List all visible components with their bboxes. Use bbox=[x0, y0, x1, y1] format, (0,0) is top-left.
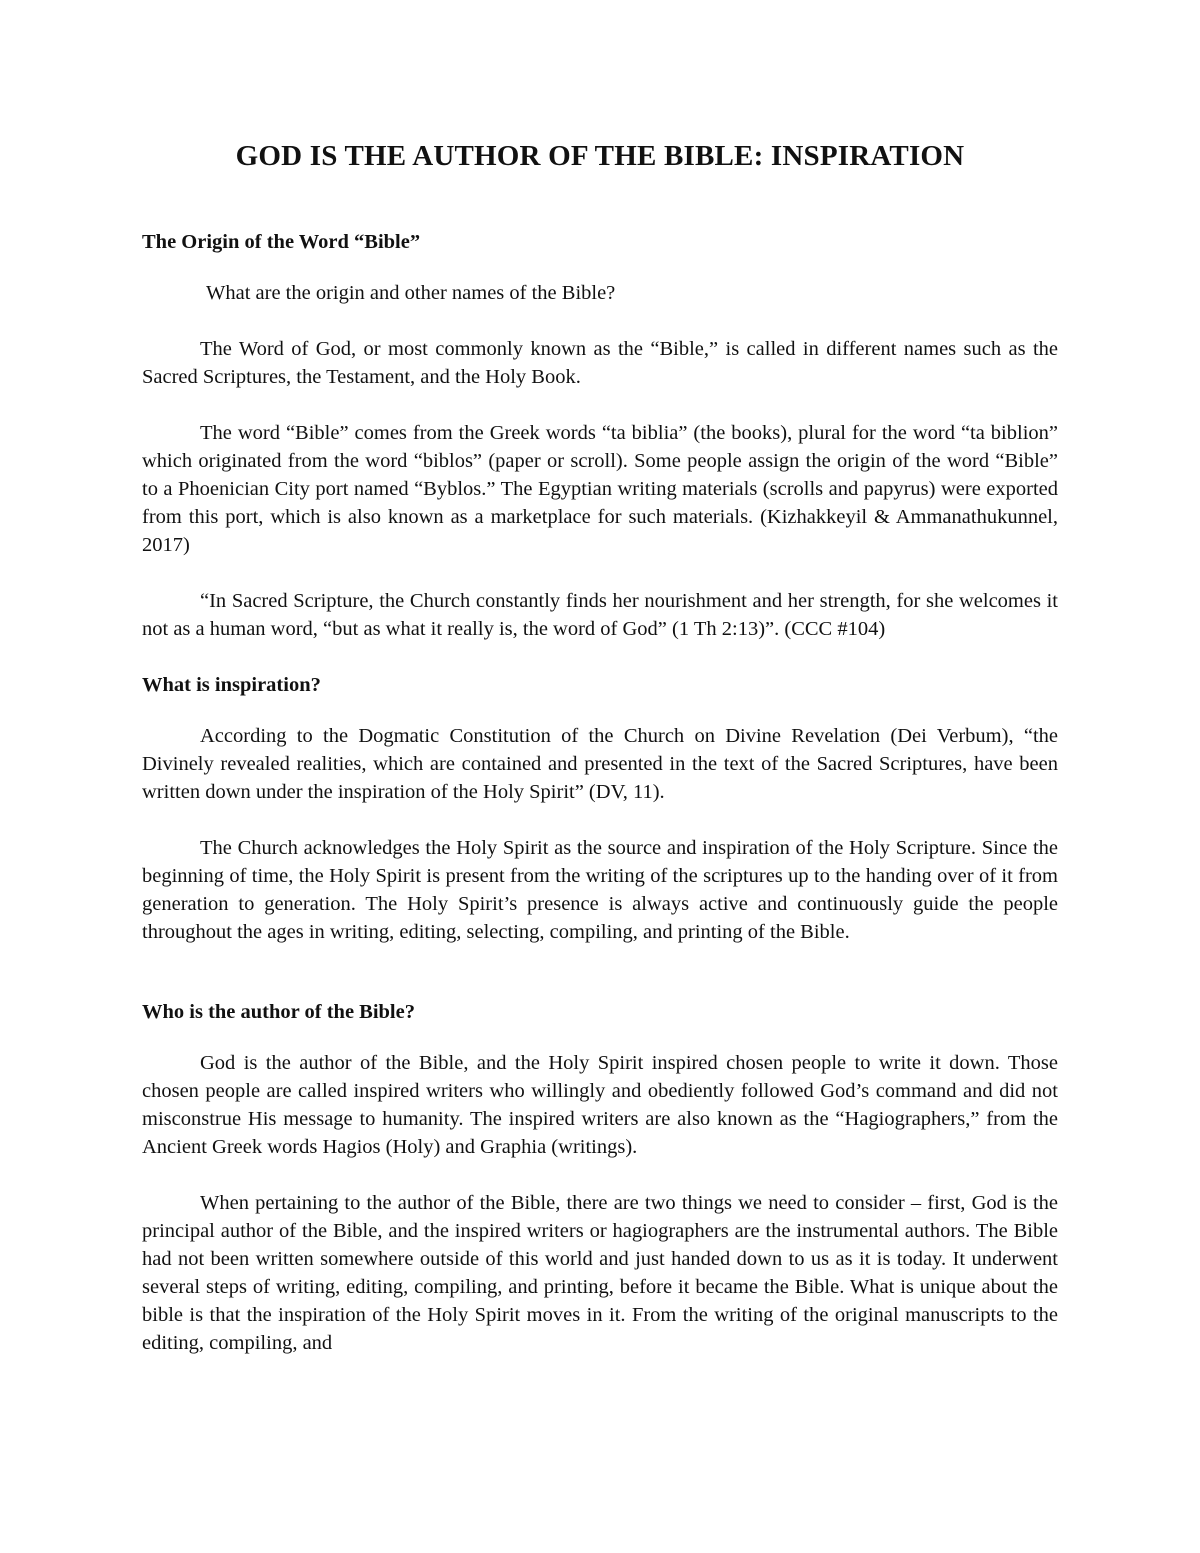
section-inspiration bbox=[142, 671, 1058, 946]
section-question: What are the origin and other names of the Bible? bbox=[206, 282, 616, 304]
paragraph: God is the author of the Bible, and the Holy Spirit inspired chosen people to write it down. Those chosen people are called inspired writers who willingly and obediently followed God’s command and did not misconstrue His message to humanity. The inspired writers are also known as the “Hagiographers,” from the Ancient Greek words Hagios (Holy) and Graphia (writings). bbox=[142, 1052, 1058, 1158]
section-heading-author: Who is the author of the Bible? bbox=[142, 1001, 415, 1023]
document-title: GOD IS THE AUTHOR OF THE BIBLE: INSPIRATION bbox=[235, 140, 965, 172]
section-heading-inspiration: What is inspiration? bbox=[142, 674, 321, 696]
paragraph: The word “Bible” comes from the Greek words “ta biblia” (the books), plural for the word “ta biblion” which originated from the word “biblos” (paper or scroll). Some people assign the origin of the word “Bible” to a Phoenician City port named “Byblos.” The Egyptian writing materials (scrolls and papyrus) were exported from this port, which is also known as a marketplace for such materials. (Kizhakkeyil & Ammanathukunnel, 2017) bbox=[142, 422, 1058, 556]
paragraph-quote: “In Sacred Scripture, the Church constantly finds her nourishment and her strength, for she welcomes it not as a human word, “but as what it really is, the word of God” (1 Th 2:13)”. (CCC #104) bbox=[142, 590, 1058, 640]
paragraph: According to the Dogmatic Constitution of the Church on Divine Revelation (Dei Verbum), “the Divinely revealed realities, which are contained and presented in the text of the Sacred Scriptures, have been written down under the inspiration of the Holy Spirit” (DV, 11). bbox=[142, 725, 1058, 803]
section-heading-origin: The Origin of the Word “Bible” bbox=[142, 231, 421, 253]
paragraph: The Word of God, or most commonly known as the “Bible,” is called in different names such as the Sacred Scriptures, the Testament, and the Holy Book. bbox=[142, 338, 1058, 388]
paragraph: When pertaining to the author of the Bible, there are two things we need to consider – first, God is the principal author of the Bible, and the inspired writers or hagiographers are the instrumental authors. The Bible had not been written somewhere outside of this world and just handed down to us as it is today. It underwent several steps of writing, editing, compiling, and printing, before it became the Bible. What is unique about the bible is that the inspiration of the Holy Spirit moves in it. From the writing of the original manuscripts to the editing, compiling, and bbox=[142, 1192, 1058, 1354]
paragraph: The Church acknowledges the Holy Spirit as the source and inspiration of the Holy Scripture. Since the beginning of time, the Holy Spirit is present from the writing of the scriptures up to the handing over of it from generation to generation. The Holy Spirit’s presence is always active and continuously guide the people throughout the ages in writing, editing, selecting, compiling, and printing of the Bible. bbox=[142, 837, 1058, 943]
section-author bbox=[142, 998, 1058, 1357]
section-origin bbox=[142, 228, 1058, 643]
